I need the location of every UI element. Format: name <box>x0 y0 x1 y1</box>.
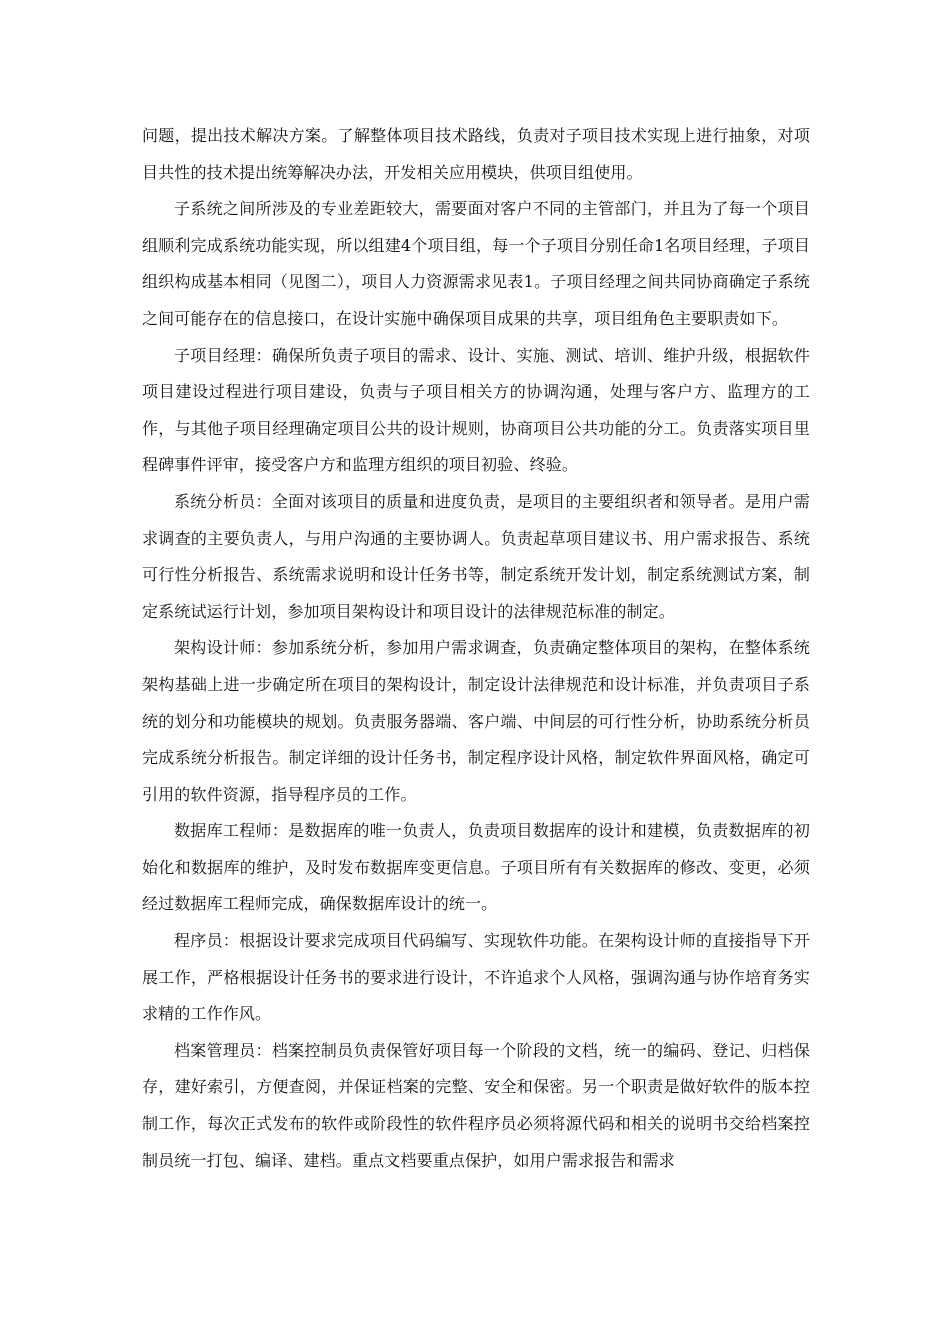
document-body <box>142 118 810 1179</box>
paragraph-continuation: 问题，提出技术解决方案。了解整体项目技术路线，负责对子项目技术实现上进行抽象，对项目共性的技术提出统筹解决办法，开发相关应用模块，供项目组使用。 <box>142 126 810 182</box>
paragraph-subsystem-teams: 子系统之间所涉及的专业差距较大，需要面对客户不同的主管部门，并且为了每一个项目组顺利完成系统功能实现，所以组建4个项目组，每一个子项目分别任命1名项目经理，子项目组织构成基本相同（见图二），项目人力资源需求见表1。子项目经理之间共同协商确定子系统之间可能存在的信息接口，在设计实施中确保项目成果的共享，项目组角色主要职责如下。 <box>142 199 810 328</box>
paragraph-subproject-manager: 子项目经理：确保所负责子项目的需求、设计、实施、测试、培训、维护升级，根据软件项目建设过程进行项目建设，负责与子项目相关方的协调沟通，处理与客户方、监理方的工作，与其他子项目经理确定项目公共的设计规则，协商项目公共功能的分工。负责落实项目里程碑事件评审，接受客户方和监理方组织的项目初验、终验。 <box>142 345 810 475</box>
paragraph-programmer: 程序员：根据设计要求完成项目代码编写、实现软件功能。在架构设计师的直接指导下开展工作，严格根据设计任务书的要求进行设计，不许追求个人风格，强调沟通与协作培育务实求精的工作作风。 <box>142 931 810 1024</box>
paragraph-database-engineer: 数据库工程师：是数据库的唯一负责人，负责项目数据库的设计和建模，负责数据库的初始化和数据库的维护，及时发布数据库变更信息。子项目所有有关数据库的修改、变更，必须经过数据库工程师完成，确保数据库设计的统一。 <box>142 821 810 914</box>
paragraph-system-analyst: 系统分析员：全面对该项目的质量和进度负责，是项目的主要组织者和领导者。是用户需求调查的主要负责人，与用户沟通的主要协调人。负责起草项目建议书、用户需求报告、系统可行性分析报告、系统需求说明和设计任务书等，制定系统开发计划，制定系统测试方案，制定系统试运行计划，参加项目架构设计和项目设计的法律规范标准的制定。 <box>142 491 810 621</box>
paragraph-architect: 架构设计师：参加系统分析，参加用户需求调查，负责确定整体项目的架构，在整体系统架构基础上进一步确定所在项目的架构设计，制定设计法律规范和设计标准，并负责项目子系统的划分和功能模块的规划。负责服务器端、客户端、中间层的可行性分析，协助系统分析员完成系统分析报告。制定详细的设计任务书，制定程序设计风格，制定软件界面风格，确定可引用的软件资源，指导程序员的工作。 <box>142 638 810 804</box>
paragraph-archivist: 档案管理员：档案控制员负责保管好项目每一个阶段的文档，统一的编码、登记、归档保存，建好索引，方便查阅，并保证档案的完整、安全和保密。另一个职责是做好软件的版本控制工作，每次正式发布的软件或阶段性的软件程序员必须将源代码和相关的说明书交给档案控制员统一打包、编译、建档。重点文档要重点保护，如用户需求报告和需求 <box>142 1040 810 1170</box>
